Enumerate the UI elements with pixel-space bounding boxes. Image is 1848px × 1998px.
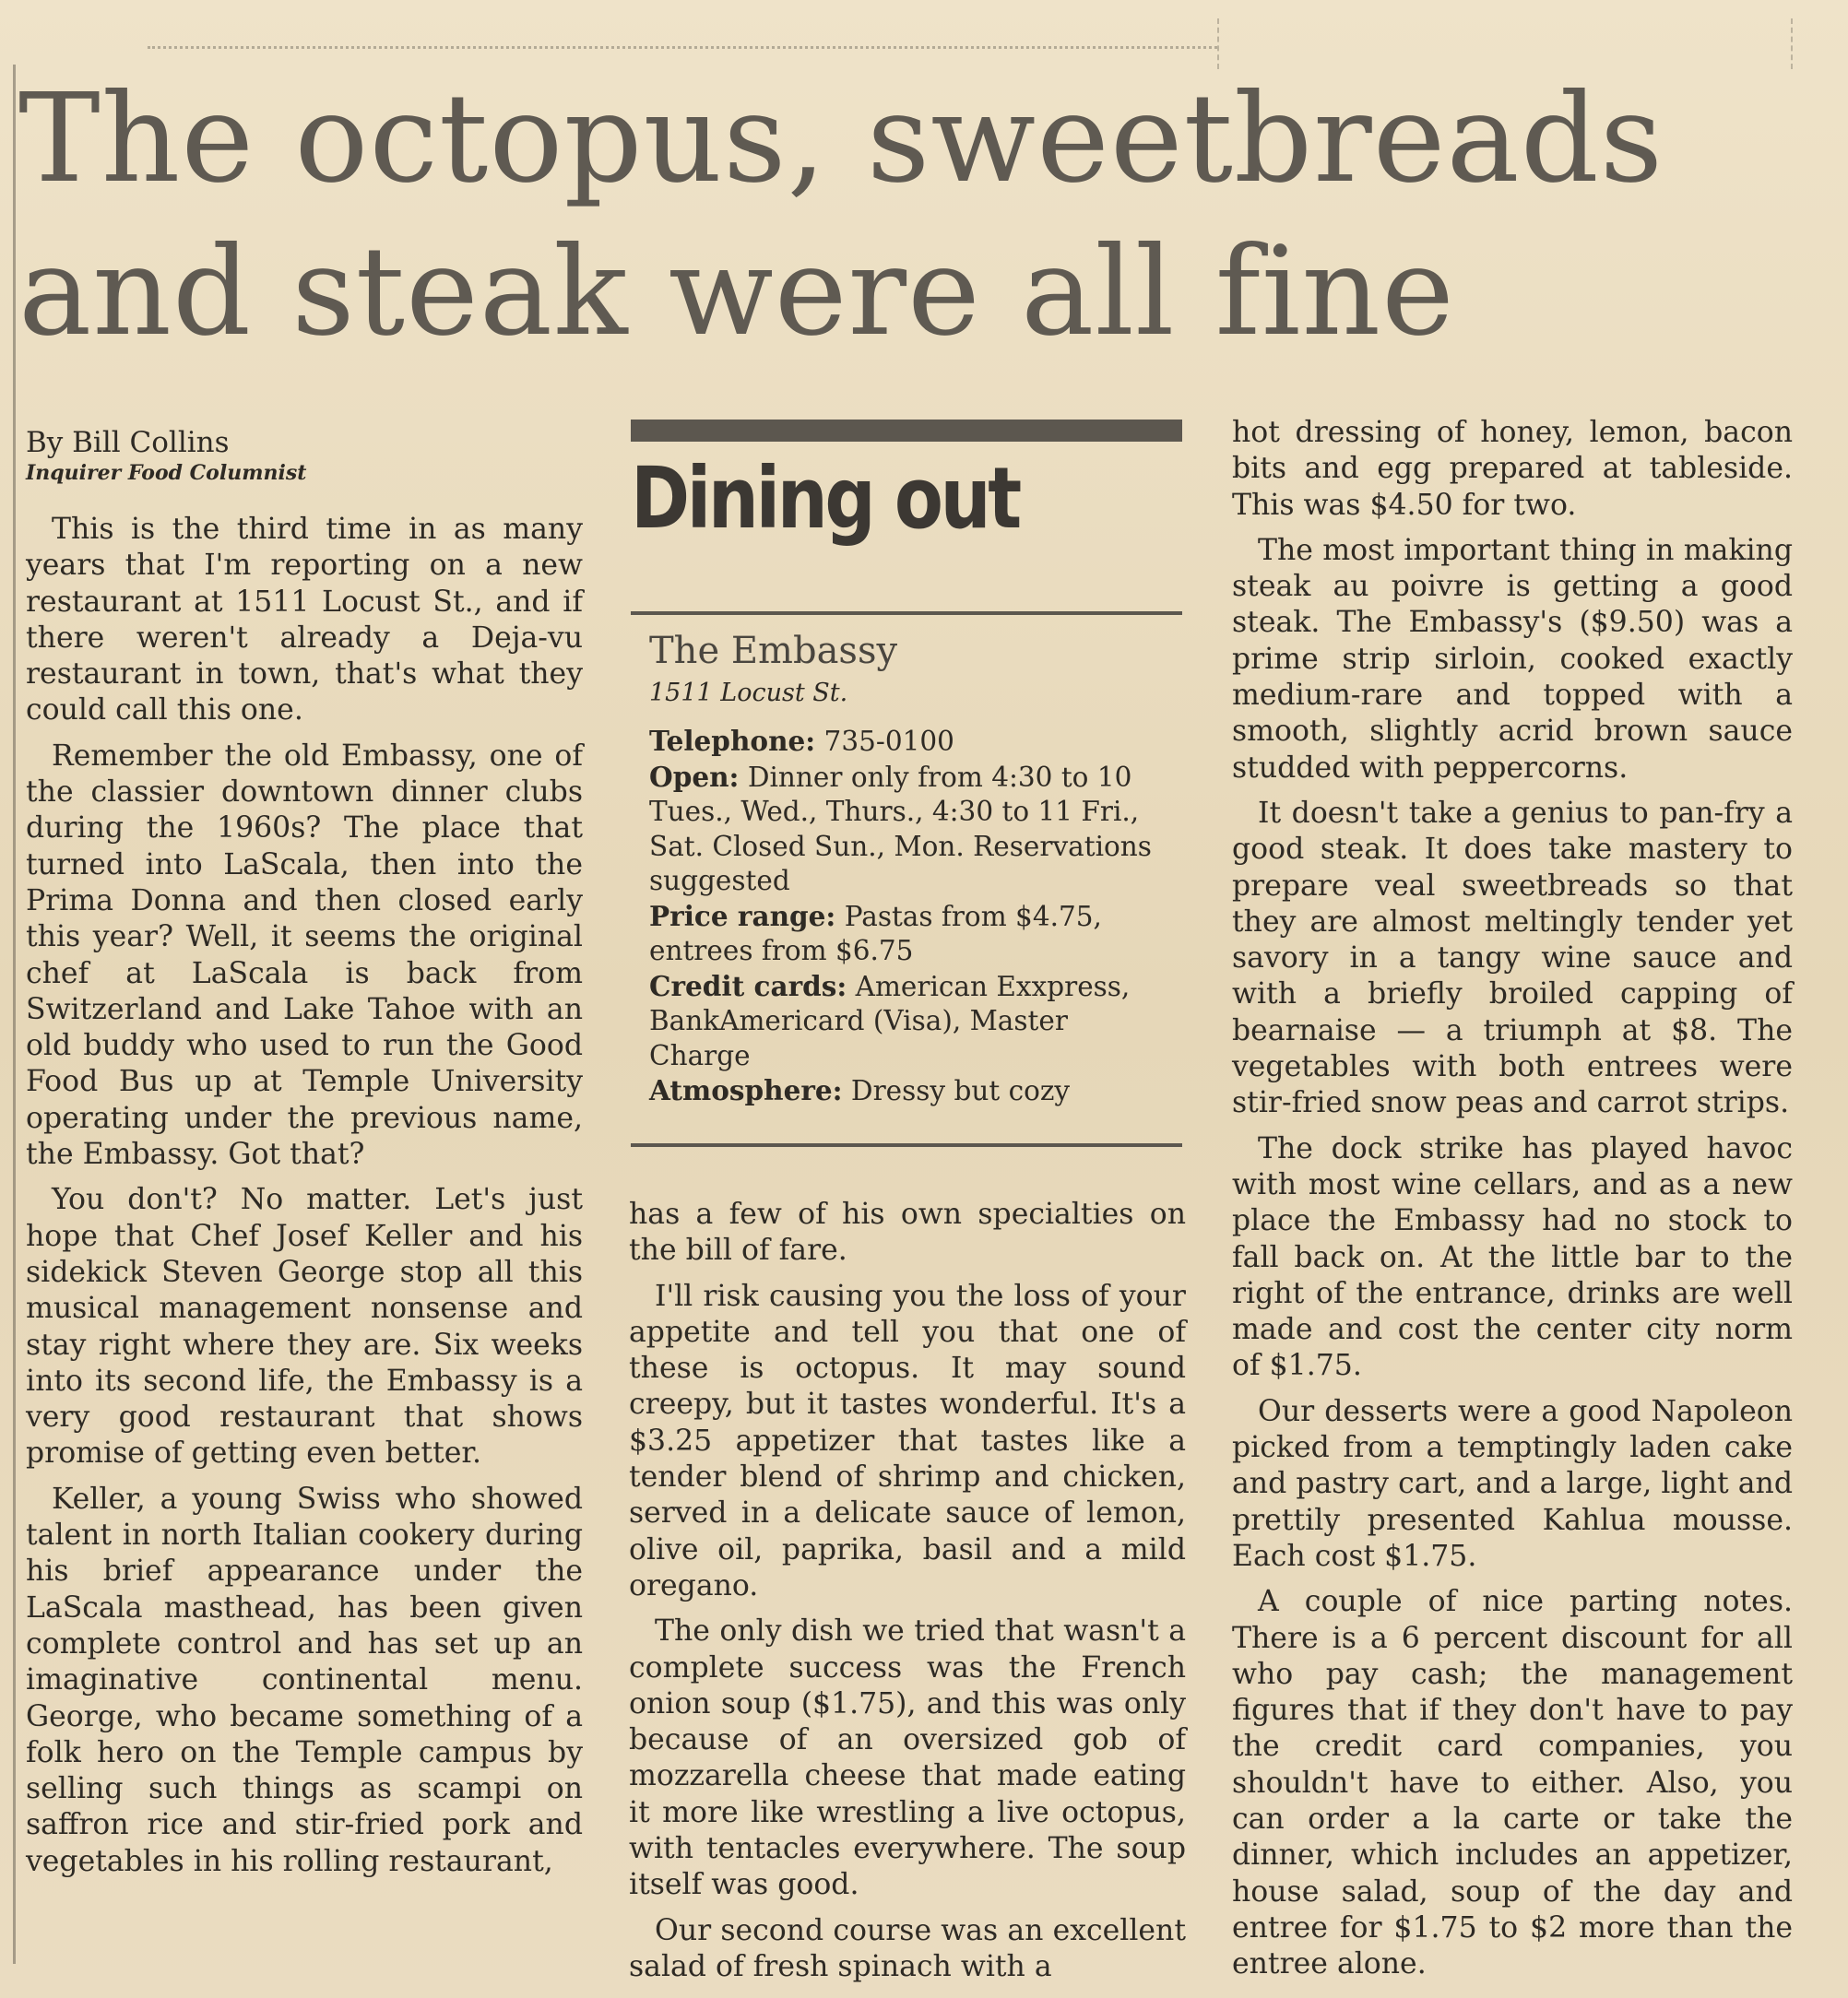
restaurant-details bbox=[649, 724, 1166, 1109]
headline-line-2: and steak were all fine bbox=[18, 221, 1455, 363]
atmosphere-value: Dressy but cozy bbox=[842, 1075, 1071, 1106]
top-torn-box bbox=[1217, 18, 1793, 69]
headline-line-1: The octopus, sweetbreads bbox=[18, 68, 1664, 210]
credit-cards-row bbox=[649, 969, 1166, 1074]
paragraph: Our desserts were a good Napoleon picked from a temptingly laden cake and pastry cart, and a large, light and prettily presented Kahlua mousse. Each cost $1.75. bbox=[1232, 1394, 1793, 1573]
paragraph: The only dish we tried that wasn't a complete success was the French onion soup ($1.75), and this was only because of an oversized gob of mozzarella cheese that made eating it more like wrestling a live octopus, with tentacles everywhere. The soup itself was good. bbox=[629, 1614, 1186, 1902]
paragraph: hot dressing of honey, lemon, bacon bits and egg prepared at tableside. This was $4.50 for two. bbox=[1232, 416, 1793, 522]
article-column-3 bbox=[1232, 415, 1793, 1992]
paragraph: A couple of nice parting notes. There is a 6 percent discount for all who pay cash; the management figures that if they don't have to pay the credit card companies, you shouldn't have to either. Also, you can order a la carte or take the dinner, which includes an appetizer, house salad, soup of the day and entree for $1.75 to $2 more than the entree alone. bbox=[1232, 1585, 1793, 1981]
credit-cards-label: Credit cards: bbox=[649, 969, 847, 1002]
paragraph: Our second course was an excellent salad of fresh spinach with a bbox=[629, 1913, 1186, 1983]
byline-name: By Bill Collins bbox=[26, 426, 230, 459]
restaurant-address: 1511 Locust St. bbox=[649, 679, 848, 707]
atmosphere-row bbox=[649, 1073, 1166, 1109]
paragraph: You don't? No matter. Let's just hope that Chef Josef Keller and his sidekick Steven George stop all this musical management nonsense and stay right where they are. Six weeks into its second life, the Embassy is a very good restaurant that shows promise of getting even better. bbox=[26, 1183, 583, 1471]
paragraph: Remember the old Embassy, one of the classier downtown dinner clubs during the 1960s? The place that turned into LaScala, then into the Prima Donna and then closed early this year? Well, it seems the original chef at LaScala is back from Switzerland and Lake Tahoe with an old buddy who used to run the Good Food Bus up at Temple University operating under the previous name, the Embassy. Got that? bbox=[26, 739, 583, 1172]
paragraph: This is the third time in as many years that I'm reporting on a new restaurant at 1511 Locust St., and if there weren't already a Deja-vu restaurant in town, that's what they could call this one. bbox=[26, 513, 583, 727]
telephone-label: Telephone: bbox=[649, 725, 816, 757]
article-column-1 bbox=[26, 512, 583, 1889]
paragraph: The dock strike has played havoc with most wine cellars, and as a new place the Embassy had no stock to fall back on. At the little bar to the right of the entrance, drinks are well made and cost the center city norm of $1.75. bbox=[1232, 1131, 1793, 1383]
open-label: Open: bbox=[649, 760, 740, 793]
price-row bbox=[649, 899, 1166, 969]
open-row bbox=[649, 760, 1166, 899]
atmosphere-label: Atmosphere: bbox=[649, 1074, 843, 1106]
paragraph: I'll risk causing you the loss of your appetite and tell you that one of these is octopus. It may sound creepy, but it tastes wonderful. It's a $3.25 appetizer that tastes like a tender blend of shrimp and chicken, served in a delicate sauce of lemon, olive oil, paprika, basil and a mild oregano. bbox=[629, 1279, 1186, 1602]
paragraph: It doesn't take a genius to pan-fry a good steak. It does take mastery to prepare veal sweetbreads so that they are almost meltingly tender yet savory in a tangy wine sauce and with a briefly broiled capping of bearnaise — a triumph at $8. The vegetables with both entrees were stir-fried snow peas and carrot strips. bbox=[1232, 796, 1793, 1120]
price-label: Price range: bbox=[649, 899, 836, 932]
paragraph: Keller, a young Swiss who showed talent in north Italian cookery during his brief appearance under the LaScala masthead, has been given complete control and has set up an imaginative continental menu. George, who became something of a folk hero on the Temple campus by selling such things as scampi on saffron rice and stir-fried pork and vegetables in his rolling restaurant, bbox=[26, 1482, 583, 1878]
telephone-row bbox=[649, 724, 1166, 760]
open-value: Dinner only from 4:30 to 10 Tues., Wed., Thurs., 4:30 to 11 Fri., Sat. Closed Sun., Mon. Reservations suggested bbox=[649, 761, 1152, 896]
byline bbox=[26, 426, 598, 487]
byline-role: Inquirer Food Columnist bbox=[26, 461, 307, 485]
dining-out-info-box bbox=[629, 420, 1182, 1148]
credit-cards-value: American Exxpress, BankAmericard (Visa), Master Charge bbox=[649, 970, 1131, 1071]
restaurant-name: The Embassy bbox=[649, 630, 898, 672]
info-box-divider-bottom bbox=[631, 1143, 1182, 1147]
price-value: Pastas from $4.75, entrees from $6.75 bbox=[649, 900, 1102, 966]
article-headline bbox=[18, 63, 1826, 369]
paragraph: has a few of his own specialties on the bill of fare. bbox=[629, 1198, 1186, 1268]
info-box-top-bar bbox=[631, 420, 1182, 442]
dining-out-kicker: Dining out bbox=[631, 449, 1019, 548]
info-box-divider-top bbox=[631, 611, 1182, 615]
article-column-2 bbox=[629, 1197, 1186, 1994]
left-edge-rule bbox=[13, 65, 16, 1964]
paragraph: The most important thing in making steak au poivre is getting a good steak. The Embassy's ($9.50) was a prime strip sirloin, cooked exactly medium-rare and topped with a smooth, slightly acrid brown sauce studded with peppercorns. bbox=[1232, 533, 1793, 785]
telephone-value: 735-0100 bbox=[815, 726, 954, 757]
